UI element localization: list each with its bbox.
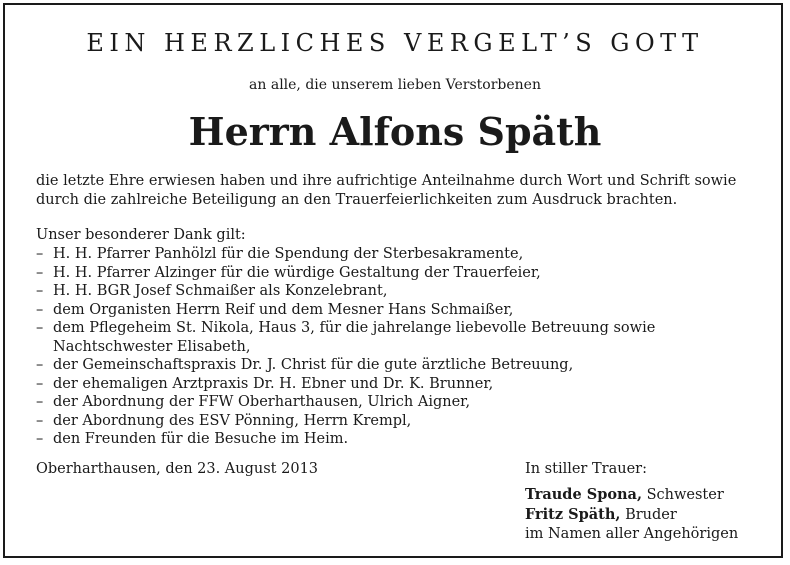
list-dash: – <box>36 412 44 429</box>
list-item <box>36 393 756 412</box>
list-item-text: der Abordnung der FFW Oberharthausen, Ulrich Aigner, <box>53 394 471 410</box>
list-item <box>36 245 756 264</box>
list-item <box>36 430 756 449</box>
list-item-text: der Gemeinschaftspraxis Dr. J. Christ für die gute ärztliche Betreuung, <box>53 357 574 373</box>
list-item <box>36 356 756 375</box>
thanks-paragraph <box>36 172 756 209</box>
list-dash: – <box>36 301 44 318</box>
thanks-line: durch die zahlreiche Beteiligung an den Trauerfeierlichkeiten zum Ausdruck brachten. <box>36 191 678 208</box>
place-date: Oberharthausen, den 23. August 2013 <box>36 461 319 477</box>
signature-block <box>525 460 775 544</box>
deceased-name: Herrn Alfons Späth <box>188 109 602 154</box>
list-item-text: H. H. Pfarrer Alzinger für die würdige Gestaltung der Trauerfeier, <box>53 264 541 281</box>
list-dash: – <box>36 394 44 410</box>
intro-line: an alle, die unserem lieben Verstorbenen <box>249 77 541 93</box>
notice-heading: EIN HERZLICHES VERGELT’S GOTT <box>86 29 704 57</box>
list-item-text: H. H. Pfarrer Panhölzl für die Spendung der Sterbesakramente, <box>53 246 524 262</box>
list-item <box>36 412 756 431</box>
list-item <box>36 375 756 394</box>
list-dash: – <box>36 320 44 336</box>
list-item-text: der Abordnung des ESV Pönning, Herrn Krempl, <box>53 412 412 429</box>
mourner-line <box>525 485 775 505</box>
dank-label: Unser besonderer Dank gilt: <box>36 227 246 243</box>
signature-label: In stiller Trauer: <box>525 461 647 477</box>
list-dash: – <box>36 431 44 447</box>
list-item-text: dem Organisten Herrn Reif und dem Mesner Hans Schmaißer, <box>53 301 514 318</box>
list-item <box>36 282 756 301</box>
list-item-text: der ehemaligen Arztpraxis Dr. H. Ebner und Dr. K. Brunner, <box>53 375 494 392</box>
list-item <box>36 319 756 356</box>
list-dash: – <box>36 283 44 299</box>
list-item <box>36 301 756 320</box>
dank-list <box>36 245 756 449</box>
list-dash: – <box>36 357 44 373</box>
signature-closing: im Namen aller Angehörigen <box>525 526 739 542</box>
list-item-text: H. H. BGR Josef Schmaißer als Konzelebrant, <box>53 283 388 299</box>
mourner-line <box>525 505 775 525</box>
list-item-text: den Freunden für die Besuche im Heim. <box>53 431 349 447</box>
list-dash: – <box>36 375 44 392</box>
mourner-name: Fritz Späth, <box>525 506 621 523</box>
list-item-text: Nachtschwester Elisabeth, <box>53 338 251 355</box>
thanks-line: die letzte Ehre erwiesen haben und ihre aufrichtige Anteilnahme durch Wort und Schrift sowie <box>36 173 737 189</box>
mourner-relation: Schwester <box>646 487 724 503</box>
list-item <box>36 264 756 283</box>
list-dash: – <box>36 264 44 281</box>
mourner-name: Traude Spona, <box>525 486 642 503</box>
mourner-relation: Bruder <box>625 507 677 523</box>
list-dash: – <box>36 246 44 262</box>
list-item-text: dem Pflegeheim St. Nikola, Haus 3, für die jahrelange liebevolle Betreuung sowie <box>53 320 656 336</box>
